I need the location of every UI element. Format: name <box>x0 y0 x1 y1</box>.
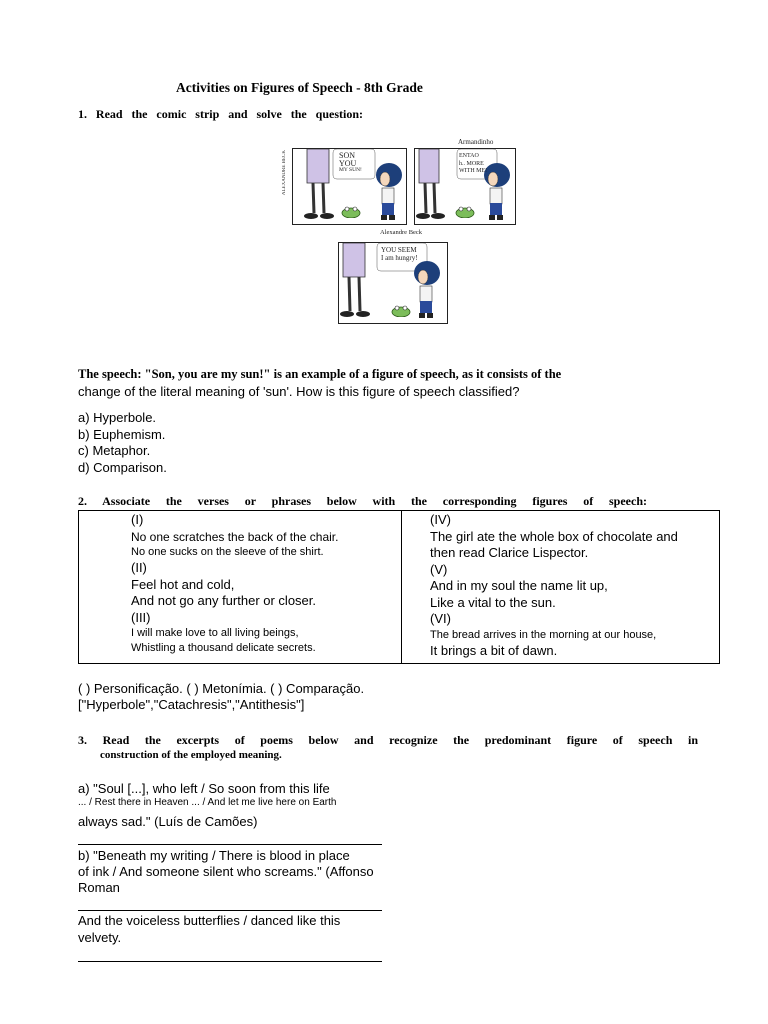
bubble-line: SON <box>339 151 356 160</box>
q3-a-line3: always sad." (Luís de Camões) <box>78 814 258 829</box>
option-d: d) Comparison. <box>78 459 167 475</box>
verse-number: (VI) <box>430 611 451 626</box>
table-left-cell <box>131 512 338 656</box>
bubble-line: MY SUN! <box>339 167 362 173</box>
q3-b-line2: of ink / And someone silent who screams." (Affonso <box>78 864 374 879</box>
comic-panel-3 <box>338 242 448 324</box>
verse-line: No one scratches the back of the chair. <box>131 529 339 544</box>
q1-statement: change of the literal meaning of 'sun'. How is this figure of speech classified? <box>78 384 520 399</box>
page-title: Activities on Figures of Speech - 8th Grade <box>176 80 423 95</box>
q3-b-line1: b) "Beneath my writing / There is blood in place <box>78 848 350 863</box>
comic-strip-name: Armandinho <box>458 138 494 146</box>
bubble-line: h.. MORE <box>459 160 484 167</box>
verse-line: And in my soul the name lit up, <box>430 578 608 593</box>
option-a: a) Hyperbole. <box>78 410 157 425</box>
q3-c-line2: velvety. <box>78 930 122 945</box>
verse-number: (IV) <box>430 512 451 527</box>
bubble-line: ENTAO <box>459 153 479 159</box>
frog-icon <box>455 206 475 218</box>
comic-author: Alexandre Beck <box>380 229 423 236</box>
boy-figure-1 <box>373 161 403 223</box>
frog-icon <box>341 206 361 218</box>
option-b: b) Euphemism. <box>78 426 166 442</box>
answer-line-b[interactable] <box>78 910 382 911</box>
boy-figure-3 <box>411 259 441 321</box>
panel3-bubble <box>381 247 418 262</box>
q1-statement-bold: The speech: "Son, you are my sun!" is an example of a figure of speech, as it consists of the <box>78 367 562 381</box>
bubble-line: I am hungry! <box>381 253 418 262</box>
table-right-cell <box>430 512 678 659</box>
verse-line: Feel hot and cold, <box>131 576 235 592</box>
verse-number: (II) <box>131 560 147 575</box>
q3-a-line2: ... / Rest there in Heaven ... / And let me live here on Earth <box>78 797 337 808</box>
comic-panel-2 <box>414 148 516 225</box>
panel1-bubble <box>339 152 362 175</box>
verse-line: Whistling a thousand delicate secrets. <box>131 642 316 654</box>
verse-line: No one sucks on the sleeve of the shirt. <box>131 546 324 558</box>
answer-line-a[interactable] <box>78 844 382 845</box>
verse-line: The girl ate the whole box of chocolate and <box>430 528 678 544</box>
q3-prompt-cont: construction of the employed meaning. <box>100 749 282 761</box>
verse-number: (V) <box>430 561 448 577</box>
bubble-line: WITH ME! <box>459 168 488 174</box>
q2-prompt: 2. Associate the verses or phrases below with the corresponding figures of speech: <box>78 494 647 508</box>
bubble-line: YOU <box>339 158 357 168</box>
comic-side-credit: ALEXANDRE BECK <box>282 150 287 196</box>
q2-answer-list: ["Hyperbole","Catachresis","Antithesis"] <box>78 697 305 712</box>
q1-options <box>78 410 167 476</box>
verse-line: The bread arrives in the morning at our house, <box>430 628 657 641</box>
comic-panel-1 <box>292 148 407 225</box>
q1-prompt: 1. Read the comic strip and solve the question: <box>78 107 363 121</box>
comic-strip <box>280 138 520 328</box>
q3-prompt: 3. Read the excerpts of poems below and recognize the predominant figure of speech in <box>78 733 698 747</box>
option-c: c) Metaphor. <box>78 443 151 458</box>
q3-b-line3: Roman <box>78 880 120 895</box>
q3-a-line1: a) "Soul [...], who left / So soon from this life <box>78 781 330 796</box>
verse-number: (III) <box>131 609 151 625</box>
verse-number: (I) <box>131 512 144 527</box>
frog-icon <box>391 305 411 317</box>
answer-line-c[interactable] <box>78 961 382 962</box>
verse-line: then read Clarice Lispector. <box>430 545 589 560</box>
q2-answer-options: ( ) Personificação. ( ) Metonímia. ( ) Comparação. <box>78 681 365 696</box>
table-divider <box>401 511 402 663</box>
verse-line: And not go any further or closer. <box>131 593 316 608</box>
verses-table <box>78 510 720 664</box>
verse-line: Like a vital to the sun. <box>430 594 556 610</box>
panel2-bubble <box>459 153 487 176</box>
verse-line: I will make love to all living beings, <box>131 627 299 639</box>
verse-line: It brings a bit of dawn. <box>430 642 558 658</box>
bubble-line: YOU SEEM <box>381 246 417 254</box>
q3-c-line1: And the voiceless butterflies / danced like this <box>78 913 341 928</box>
